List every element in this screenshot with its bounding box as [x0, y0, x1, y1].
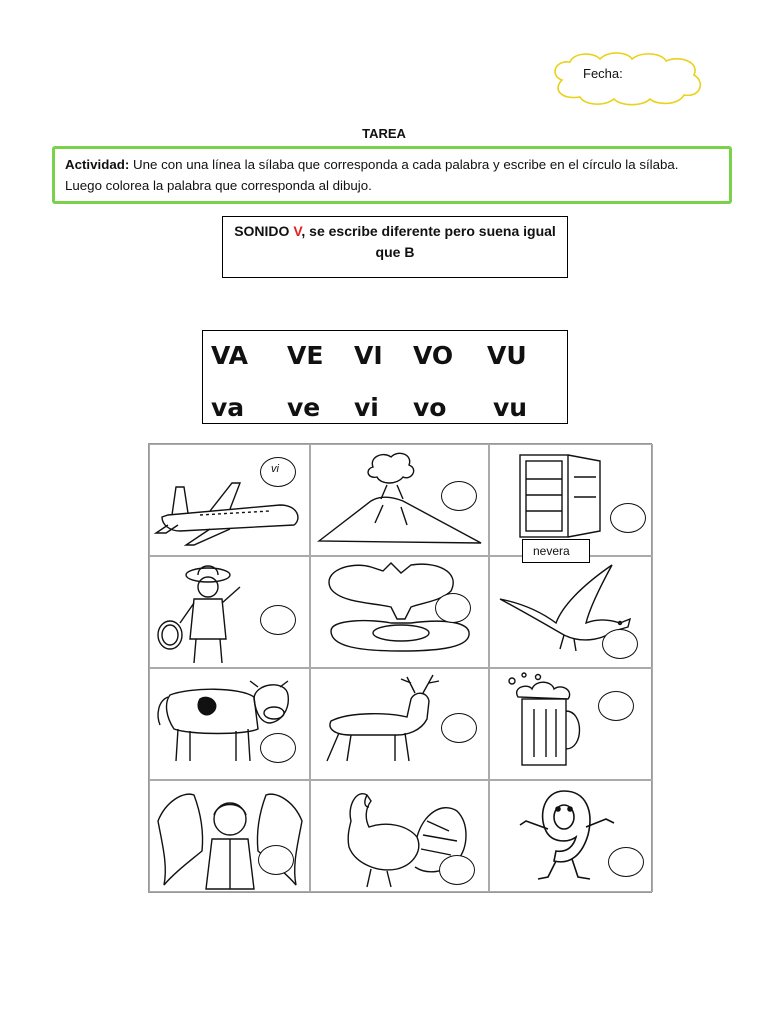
- activity-text: Une con una línea la sílaba que corresponda a cada palabra y escribe en el círculo la sílaba. Luego colorea la palabra que corresponda al dibujo.: [65, 157, 679, 193]
- answer-circle[interactable]: [608, 847, 644, 877]
- grid-cell: [310, 780, 489, 892]
- sound-letter: V: [293, 223, 302, 239]
- syllable-lower: ve: [287, 393, 321, 422]
- syllable-lower: vi: [354, 393, 379, 422]
- activity-instructions: [52, 146, 732, 204]
- grid-cell: [149, 780, 310, 892]
- answer-circle[interactable]: [602, 629, 638, 659]
- sound-prefix: SONIDO: [234, 223, 294, 239]
- answer-circle[interactable]: [441, 713, 477, 743]
- answer-circle-text: vi: [271, 463, 279, 475]
- answer-circle[interactable]: [598, 691, 634, 721]
- syllable-upper: VI: [354, 341, 383, 370]
- grid-cell: [310, 668, 489, 780]
- answer-circle[interactable]: [435, 593, 471, 623]
- syllable-upper: VA: [211, 341, 248, 370]
- syllable-lower: vo: [413, 393, 447, 422]
- grid-cell: [310, 444, 489, 556]
- answer-circle[interactable]: [610, 503, 646, 533]
- activity-label: Actividad:: [65, 157, 130, 172]
- fecha-label: Fecha:: [583, 66, 623, 81]
- answer-circle[interactable]: [260, 733, 296, 763]
- beer-mug-icon: [490, 669, 653, 780]
- sound-rest: , se escribe diferente pero suena igual que B: [301, 223, 556, 260]
- grid-cell: [489, 668, 653, 780]
- sound-rule-box: [222, 216, 568, 278]
- syllable-lower: va: [211, 393, 245, 422]
- syllable-upper: VO: [413, 341, 454, 370]
- syllable-lower: vu: [493, 393, 528, 422]
- page-title: TAREA: [362, 126, 406, 141]
- grid-cell: [489, 556, 653, 668]
- answer-circle[interactable]: [260, 457, 296, 487]
- word-label-nevera: nevera: [522, 539, 590, 563]
- grid-cell: [310, 556, 489, 668]
- grid-cell: [489, 780, 653, 892]
- syllable-box: [202, 330, 568, 424]
- grid-cell: [149, 444, 310, 556]
- answer-circle[interactable]: [258, 845, 294, 875]
- answer-circle[interactable]: [260, 605, 296, 635]
- vampire-icon: [150, 781, 310, 892]
- cow-icon: [150, 669, 310, 780]
- grid-cell: [149, 668, 310, 780]
- picture-grid: [148, 443, 652, 893]
- syllable-upper: VE: [287, 341, 324, 370]
- syllable-upper: VU: [487, 341, 527, 370]
- fecha-cloud-icon: [548, 50, 706, 106]
- answer-circle[interactable]: [439, 855, 475, 885]
- grid-cell: [149, 556, 310, 668]
- answer-circle[interactable]: [441, 481, 477, 511]
